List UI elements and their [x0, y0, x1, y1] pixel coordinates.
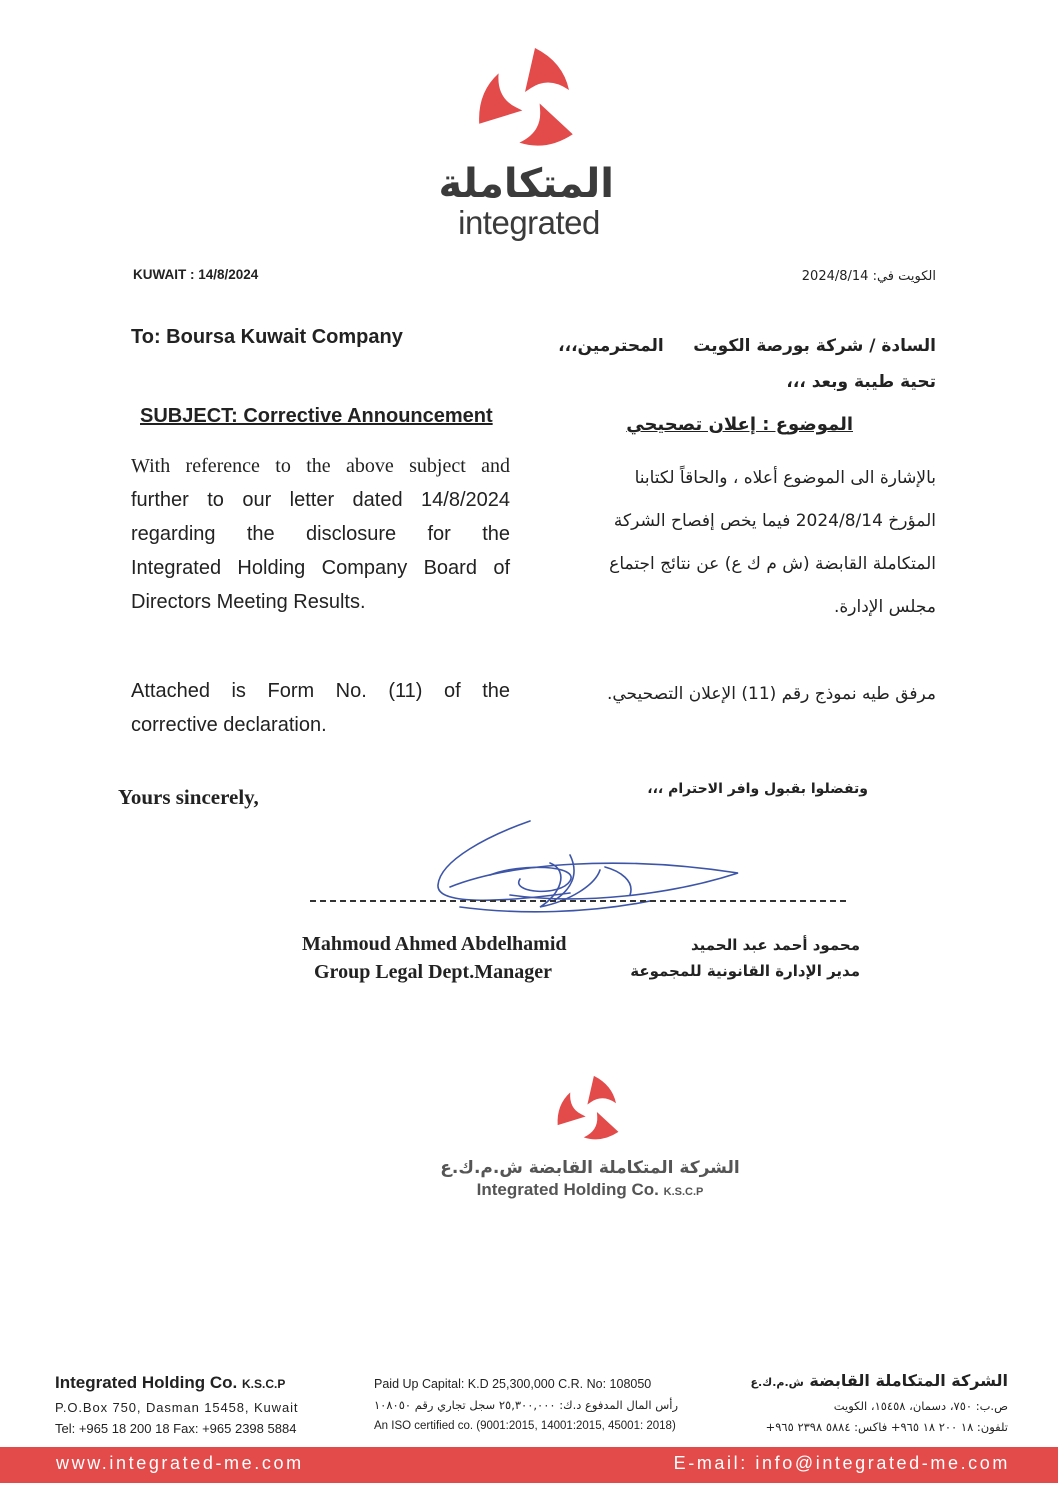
subject-english: SUBJECT: Corrective Announcement [140, 405, 493, 427]
footer-address-arabic: ص.ب: ٧٥٠، دسمان، ١٥٤٥٨، الكويت [833, 1399, 1008, 1413]
footer-bar [0, 1447, 1058, 1483]
paragraph-line: regarding the disclosure for the [131, 523, 510, 545]
footer-center [374, 1374, 678, 1437]
paragraph-line: بالإشارة الى الموضوع أعلاه ، والحاقاً لكتابنا [634, 468, 936, 488]
paragraph-english-1 [131, 449, 510, 619]
signature-line [310, 900, 846, 902]
signatory-name-arabic: محمود أحمد عبد الحميد [690, 936, 860, 954]
recipient-arabic: السادة / شركة بورصة الكويت المحترمين،،، [558, 336, 936, 356]
paragraph-line: With reference to the above subject and [131, 455, 510, 477]
stamp-arabic: الشركة المتكاملة القابضة ش.م.ك.ع [440, 1158, 740, 1178]
stamp-english-name: Integrated Holding Co. [476, 1180, 659, 1199]
footer-company-english [55, 1370, 298, 1397]
signatory-title-english: Group Legal Dept.Manager [314, 961, 552, 983]
footer-right [750, 1368, 1008, 1438]
footer-phone: Tel: +965 18 200 18 Fax: +965 2398 5884 [55, 1421, 297, 1436]
company-logo [438, 42, 614, 241]
paragraph-line: مجلس الإدارة. [833, 597, 936, 617]
integrated-logo-mark-icon [550, 1072, 630, 1150]
recipient-english: To: Boursa Kuwait Company [131, 326, 403, 348]
integrated-logo-mark-icon [467, 42, 591, 162]
footer-capital-english: Paid Up Capital: K.D 25,300,000 C.R. No: 108050 [374, 1377, 652, 1391]
paragraph-arabic-2: مرفق طيه نموذج رقم (11) الإعلان التصحيحي. [606, 684, 936, 704]
paragraph-line: corrective declaration. [131, 714, 327, 736]
date-english: KUWAIT : 14/8/2024 [133, 267, 259, 282]
paragraph-line: Directors Meeting Results. [131, 591, 366, 613]
greeting-arabic: تحية طيبة وبعد ،،، [786, 372, 936, 392]
footer-website-link[interactable]: www.integrated-me.com [56, 1453, 304, 1473]
footer-capital-arabic: رأس المال المدفوع د.ك: ٢٥,٣٠٠,٠٠٠ سجل تجاري رقم ١٠٨٠٥٠ [374, 1398, 679, 1412]
paragraph-line: Integrated Holding Company Board of [131, 557, 510, 579]
logo-arabic-text: المتكاملة [438, 161, 614, 207]
handwritten-signature-icon [420, 815, 750, 925]
paragraph-arabic-1 [546, 457, 936, 629]
logo-english-text: integrated [458, 204, 600, 241]
footer-company-suffix: K.S.C.P [242, 1377, 286, 1391]
paragraph-line: المؤرخ 2024/8/14 فيما يخص إفصاح الشركة [613, 511, 936, 531]
footer-company-arabic-name: الشركة المتكاملة القابضة [809, 1371, 1008, 1390]
paragraph-line: المتكاملة القابضة (ش م ك ع) عن نتائج اجتماع [609, 554, 936, 574]
closing-english: Yours sincerely, [118, 785, 259, 809]
footer-company-arabic [750, 1368, 1008, 1396]
signatory-name-english: Mahmoud Ahmed Abdelhamid [302, 933, 567, 955]
stamp-english-suffix: K.S.C.P [663, 1186, 704, 1198]
paragraph-line: further to our letter dated 14/8/2024 [131, 489, 510, 511]
stamp-english [440, 1180, 740, 1200]
footer-company-arabic-suffix: ش.م.ك.ع [750, 1376, 804, 1389]
footer-iso: An ISO certified co. (9001:2015, 14001:2015, 45001: 2018) [374, 1420, 676, 1432]
subject-arabic: الموضوع : إعلان تصحيحي [626, 414, 853, 435]
footer-phone-arabic: تلفون: ١٨ ٢٠٠ ١٨ ٩٦٥+ فاكس: ٥٨٨٤ ٢٣٩٨ ٩٦٥+ [765, 1420, 1008, 1434]
company-stamp [440, 1072, 740, 1200]
footer-address: P.O.Box 750, Dasman 15458, Kuwait [55, 1400, 299, 1415]
footer-email-link[interactable]: E-mail: info@integrated-me.com [673, 1453, 1010, 1473]
footer-company-name: Integrated Holding Co. [55, 1373, 238, 1392]
paragraph-line: Attached is Form No. (11) of the [131, 680, 510, 702]
date-arabic: الكويت في: 2024/8/14 [801, 269, 936, 284]
footer-left [55, 1370, 298, 1439]
paragraph-english-2 [131, 674, 510, 742]
signatory-title-arabic: مدير الإدارة القانونية للمجموعة [630, 962, 860, 980]
closing-arabic: وتفضلوا بقبول وافر الاحترام ،،، [647, 781, 868, 797]
